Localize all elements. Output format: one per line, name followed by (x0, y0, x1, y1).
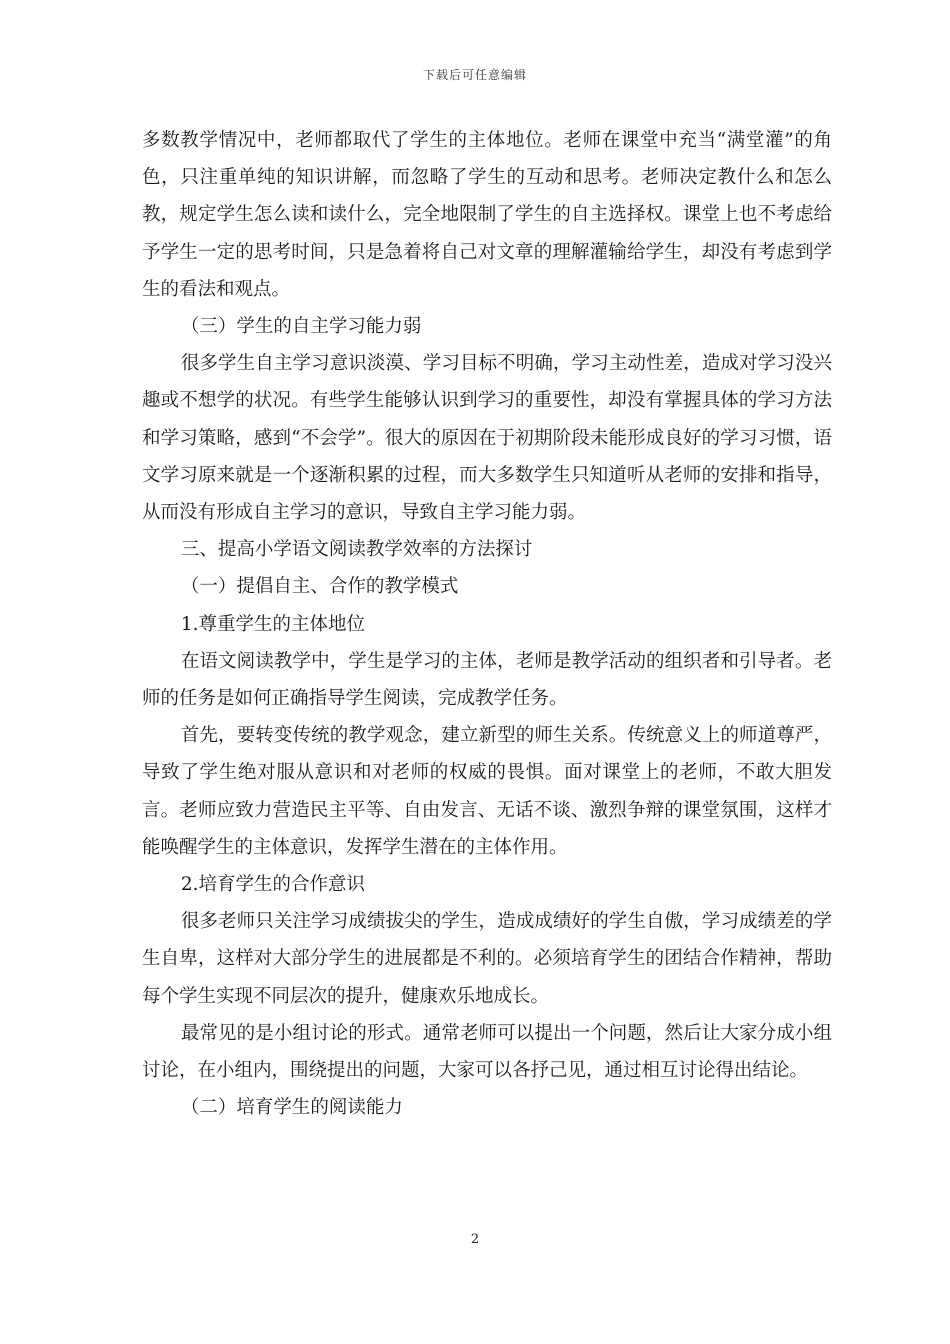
heading-section-three: 三、提高小学语文阅读教学效率的方法探讨 (180, 539, 533, 561)
paragraph-group-discussion: 最常见的是小组讨论的形式。通常老师可以提出一个问题，然后让大家分成小组讨论，在小组内，围绕提出的问题，大家可以各抒己见，通过相互讨论得出结论。 (142, 1022, 832, 1082)
heading-reading-ability: （二）培育学生的阅读能力 (180, 1097, 403, 1119)
heading-weak-self-learning: （三）学生的自主学习能力弱 (180, 316, 422, 338)
heading-cooperation-awareness: 2.培育学生的合作意识 (180, 874, 365, 896)
heading-cooperative-model: （一）提倡自主、合作的教学模式 (180, 576, 459, 598)
heading-respect-students: 1.尊重学生的主体地位 (180, 613, 365, 635)
paragraph-team-spirit: 很多老师只关注学习成绩拔尖的学生，造成成绩好的学生自傲，学习成绩差的学生自卑，这样对大部分学生的进展都是不利的。必须培育学生的团结合作精神，帮助每个学生实现不同层次的提升，健康欢乐地成长。 (142, 911, 832, 1007)
paragraph-teacher-dominance: 多数教学情况中，老师都取代了学生的主体地位。老师在课堂中充当“满堂灌”的角色，只注重单纯的知识讲解，而忽略了学生的互动和思考。老师决定教什么和怎么教，规定学生怎么读和读什么，完全地限制了学生的自主选择权。课堂上也不考虑给予学生一定的思考时间，只是急着将自己对文章的理解灌输给学生，却没有考虑到学生的看法和观点。 (142, 130, 832, 300)
page-number: 2 (470, 1232, 480, 1247)
paragraph-self-learning: 很多学生自主学习意识淡漠、学习目标不明确，学习主动性差，造成对学习没兴趣或不想学的状况。有些学生能够认识到学习的重要性，却没有掌握具体的学习方法和学习策略，感到“不会学”。很大的原因在于初期阶段未能形成良好的学习习惯，语文学习原来就是一个逐渐积累的过程，而大多数学生只知道听从老师的安排和指导，从而没有形成自主学习的意识，导致自主学习能力弱。 (142, 353, 832, 524)
paragraph-teacher-student-relation: 首先，要转变传统的教学观念，建立新型的师生关系。传统意义上的师道尊严，导致了学生绝对服从意识和对老师的权威的畏惧。面对课堂上的老师，不敢大胆发言。老师应致力营造民主平等、自由发言、无话不谈、激烈争辩的课堂氛围，这样才能唤醒学生的主体意识，发挥学生潜在的主体作用。 (142, 725, 832, 858)
document-body (142, 122, 832, 1126)
page-header-note: 下载后可任意编辑 (422, 68, 527, 82)
paragraph-student-subject: 在语文阅读教学中，学生是学习的主体，老师是教学活动的组织者和引导者。老师的任务是如何正确指导学生阅读，完成教学任务。 (142, 650, 832, 710)
